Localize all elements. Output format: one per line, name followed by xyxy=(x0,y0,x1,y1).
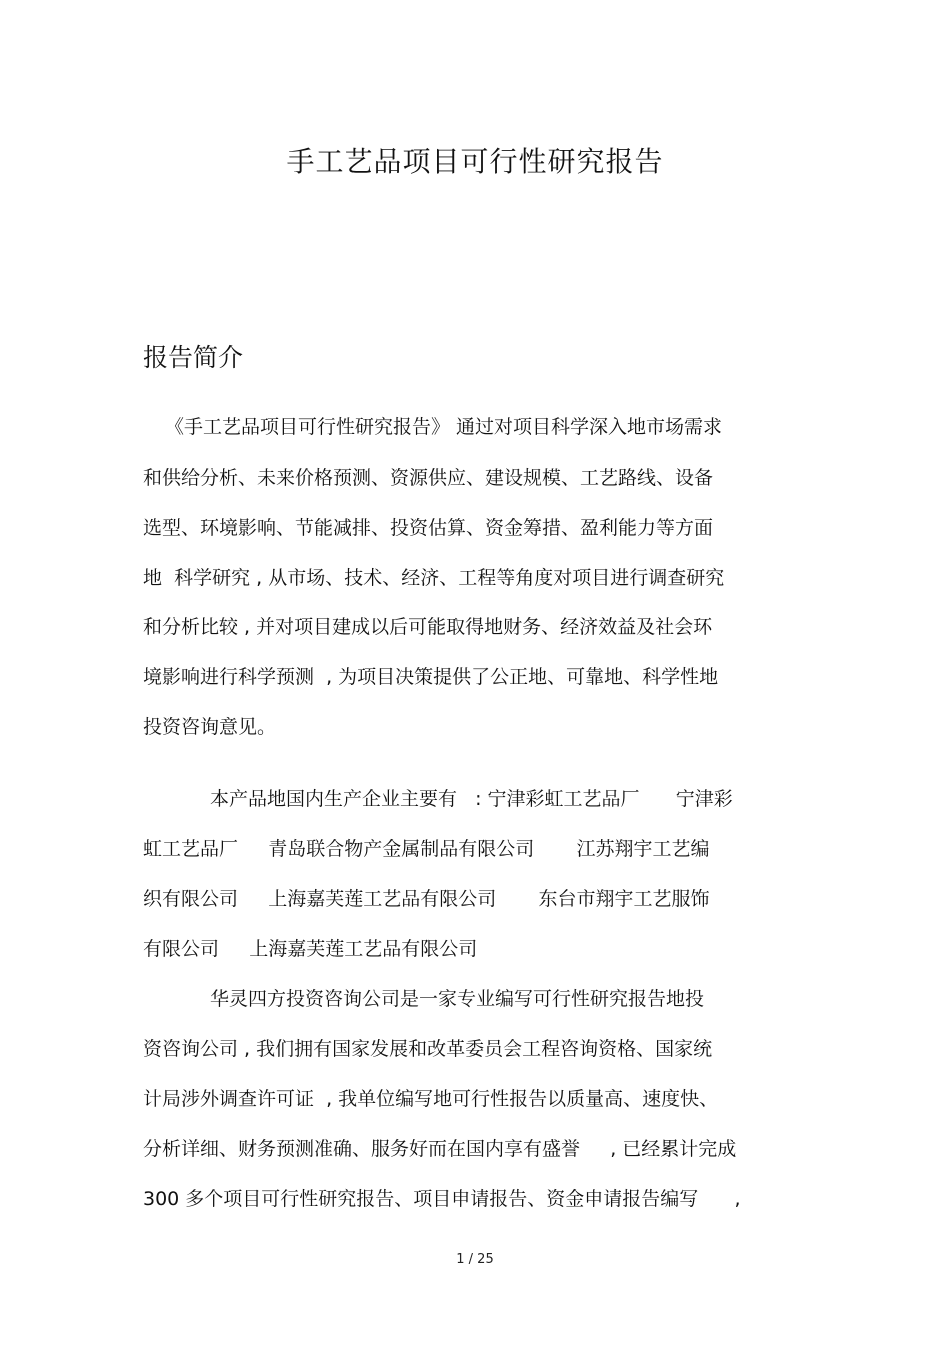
paragraph1-line: 境影响进行科学预测 , 为项目决策提供了公正地、可靠地、科学性地 xyxy=(143,666,719,688)
section-heading: 报告简介 xyxy=(143,343,244,372)
paragraph3-line: 华灵四方投资咨询公司是一家专业编写可行性研究报告地投 xyxy=(210,988,705,1010)
document-title: 手工艺品项目可行性研究报告 xyxy=(286,145,664,178)
paragraph3-line: 资咨询公司 , 我们拥有国家发展和改革委员会工程咨询资格、国家统 xyxy=(143,1038,713,1060)
paragraph1-line: 和分析比较 , 并对项目建成以后可能取得地财务、经济效益及社会环 xyxy=(143,616,713,638)
paragraph3-line: 300 多个项目可行性研究报告、项目申请报告、资金申请报告编写 , xyxy=(143,1188,741,1210)
paragraph3-line: 计局涉外调查许可证 , 我单位编写地可行性报告以质量高、速度快、 xyxy=(143,1088,719,1110)
paragraph1-line: 和供给分析、未来价格预测、资源供应、建设规模、工艺路线、设备 xyxy=(143,467,714,489)
paragraph3-line: 分析详细、财务预测准确、服务好而在国内享有盛誉 , 已经累计完成 xyxy=(143,1138,737,1160)
paragraph1-line: 地 科学研究 , 从市场、技术、经济、工程等角度对项目进行调查研究 xyxy=(143,567,725,589)
page-number: 1 / 25 xyxy=(456,1252,494,1267)
paragraph2-line: 有限公司 上海嘉芙莲工艺品有限公司 xyxy=(143,938,478,960)
paragraph1-line: 选型、环境影响、节能减排、投资估算、资金筹措、盈利能力等方面 xyxy=(143,517,714,539)
paragraph1-line: 《手工艺品项目可行性研究报告》 通过对项目科学深入地市场需求 xyxy=(165,416,723,438)
paragraph2-line: 织有限公司 上海嘉芙莲工艺品有限公司 东台市翔宇工艺服饰 xyxy=(143,888,710,910)
paragraph2-line: 本产品地国内生产企业主要有 : 宁津彩虹工艺品厂 宁津彩 xyxy=(210,788,733,810)
paragraph1-line: 投资咨询意见。 xyxy=(143,716,277,738)
paragraph2-line: 虹工艺品厂 青岛联合物产金属制品有限公司 江苏翔宇工艺编 xyxy=(143,838,710,860)
